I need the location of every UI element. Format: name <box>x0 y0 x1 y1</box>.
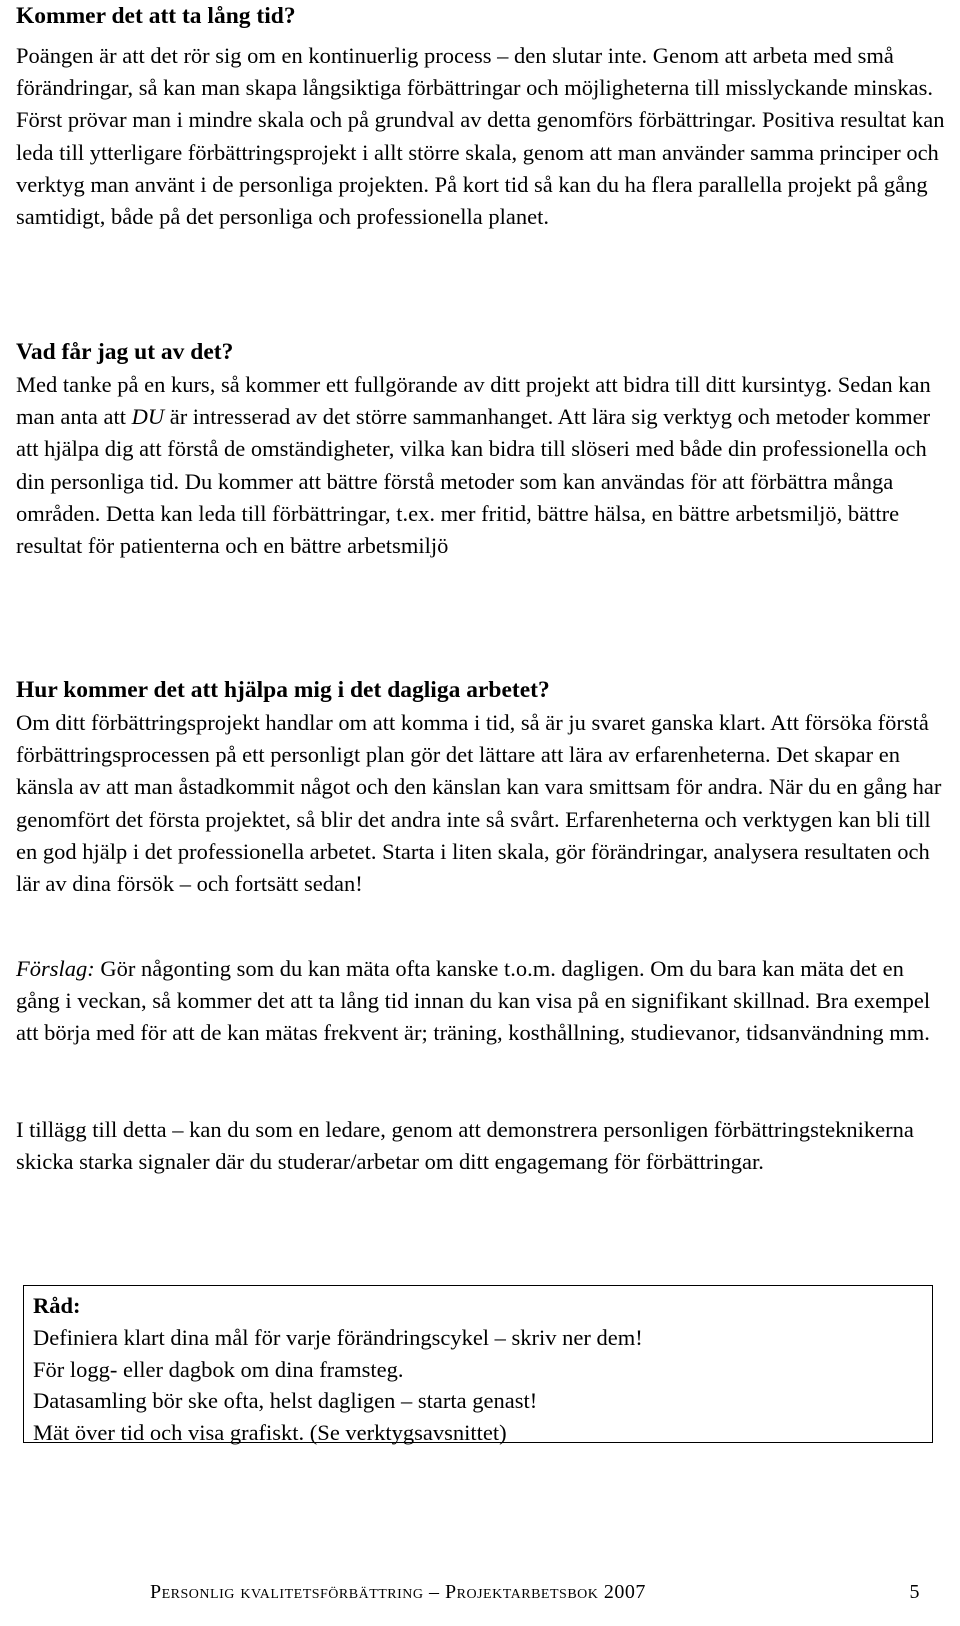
paragraph-part-b: är intresserad av det större sammanhanget. Att lära sig verktyg och metoder kommer att hjälpa dig att förstå de omständigheter, vilka kan bidra till slöseri med både din professionella och din personliga tid. Du kommer att bättre förstå metoder som kan användas för att förbättra många områden. Detta kan leda till förbättringar, t.ex. mer fritid, bättre hälsa, en bättre arbetsmiljö, bättre resultat för patienterna och en bättre arbetsmiljö <box>16 404 931 559</box>
paragraph-lang-tid: Poängen är att det rör sig om en kontinuerlig process – den slutar inte. Genom att arbeta med små förändringar, så kan man skapa långsiktiga förbättringar och möjligheterna till misslyckande minskas. Först prövar man i mindre skala och på grundval av detta genomförs förbättringar. Positiva resultat kan leda till ytterligare förbättringsprojekt i allt större skala, genom att man använder samma principer och verktyg man använt i de personliga projekten. På kort tid så kan du ha flera parallella projekt på gång samtidigt, både på det personliga och professionella planet. <box>16 43 945 230</box>
advice-line: Definiera klart dina mål för varje förändringscykel – skriv ner dem! <box>33 1325 643 1350</box>
heading-dagliga-arbetet: Hur kommer det att hjälpa mig i det dagliga arbetet? <box>16 677 550 703</box>
paragraph-forslag <box>16 953 946 1050</box>
advice-title: Råd: <box>33 1293 81 1318</box>
footer-title: Personlig kvalitetsförbättring – Projektarbetsbok 2007 <box>150 1581 646 1603</box>
paragraph-vad-far-jag <box>16 369 946 562</box>
page-footer <box>150 1578 920 1606</box>
advice-line: Datasamling bör ske ofta, helst dagligen – starta genast! <box>33 1388 538 1413</box>
advice-line: Mät över tid och visa grafiskt. (Se verktygsavsnittet) <box>33 1419 507 1445</box>
page-number: 5 <box>909 1581 920 1603</box>
paragraph-ledare: I tillägg till detta – kan du som en ledare, genom att demonstrera personligen förbättringsteknikerna skicka starka signaler där du studerar/arbetar om ditt engagemang för förbättringar. <box>16 1117 914 1175</box>
heading-lang-tid: Kommer det att ta lång tid? <box>16 3 296 29</box>
heading-vad-far-jag: Vad får jag ut av det? <box>16 339 234 365</box>
forslag-label: Förslag: <box>16 956 95 981</box>
advice-line: För logg- eller dagbok om dina framsteg. <box>33 1356 404 1382</box>
emphasis-du: DU <box>131 404 165 430</box>
paragraph-dagliga-arbetet: Om ditt förbättringsprojekt handlar om att komma i tid, så är ju svaret ganska klart. Att försöka förstå förbättringsprocessen på ett personligt plan gör det lättare att lära av erfarenheterna. Det skapar en känsla av att man åstadkommit något och den känslan kan vara smittsam för andra. När du en gång har genomfört det första projektet, så blir det andra inte så svårt. Erfarenheterna och verktygen kan bli till en god hjälp i det professionella arbetet. Starta i liten skala, gör förändringar, analysera resultaten och lär av dina försök – och fortsätt sedan! <box>16 710 942 897</box>
paragraph-part-a: Med tanke på en kurs, så kommer ett fullgörande av ditt projekt att bidra till ditt kursintyg. Sedan kan man anta att <box>16 372 931 430</box>
forslag-text: Gör någonting som du kan mäta ofta kanske t.o.m. dagligen. Om du bara kan mäta det en gång i veckan, så kommer det att ta lång tid innan du kan visa på en signifikant skillnad. Bra exempel att börja med för att de kan mätas frekvent är; träning, kosthållning, studievanor, tidsanvändning mm. <box>16 956 931 1046</box>
advice-box <box>23 1285 933 1443</box>
